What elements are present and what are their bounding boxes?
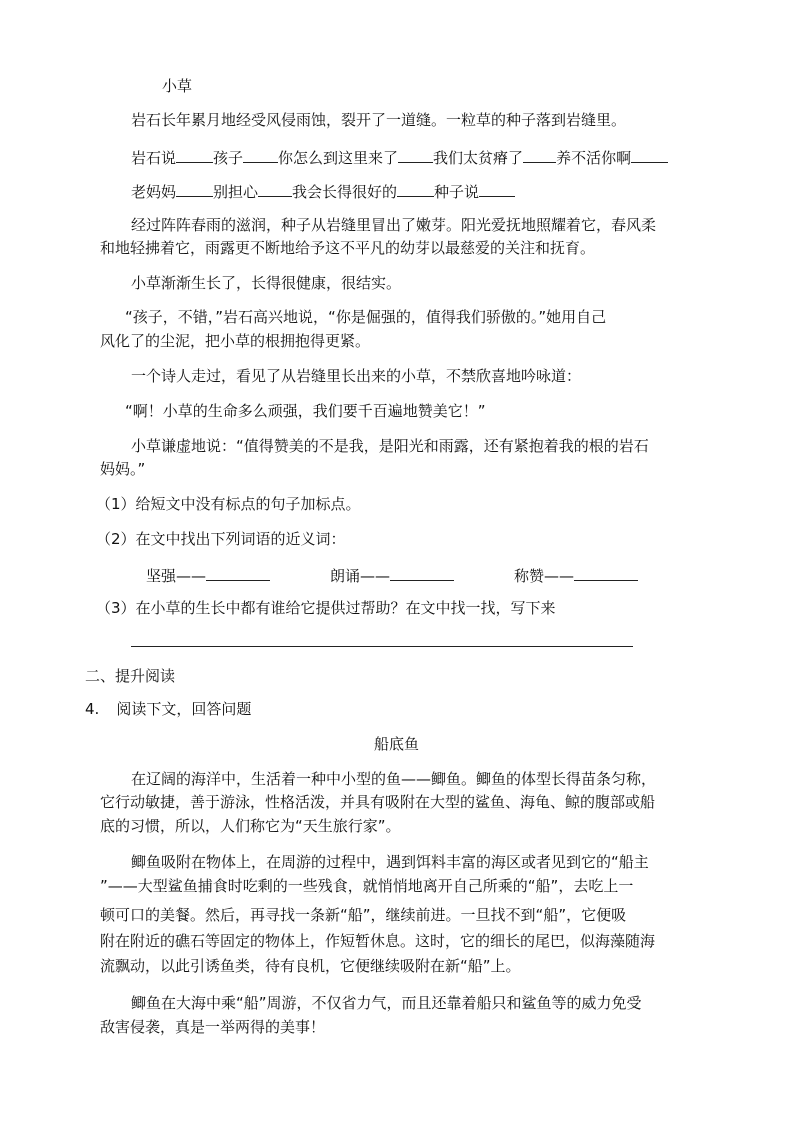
question-2: （2）在文中找出下列词语的近义词： xyxy=(96,530,346,548)
dialogue-line-2 xyxy=(131,180,515,202)
question-3: （3）在小草的生长中都有谁给它提供过帮助？在文中找一找，写下来 xyxy=(96,599,556,617)
synonym-word: 朗诵—— xyxy=(330,567,391,585)
synonym-answer-blank[interactable] xyxy=(206,564,270,581)
paragraph-line: 在辽阔的海洋中，生活着一种中小型的鱼——鲫鱼。鲫鱼的体型长得苗条匀称， xyxy=(131,770,657,788)
paragraph-line: 敌害侵袭，真是一举两得的美事！ xyxy=(100,1018,326,1036)
paragraph-line: “啊！小草的生命多么顽强，我们要千百遍地赞美它！” xyxy=(125,402,486,420)
paragraph-line: 底的习惯，所以，人们称它为“天生旅行家”。 xyxy=(100,817,401,835)
synonym-word: 坚强—— xyxy=(146,567,207,585)
paragraph-line: “孩子，不错，”岩石高兴地说，“你是倔强的，值得我们骄傲的。”她用自己 xyxy=(125,308,607,326)
dialogue-line-1 xyxy=(131,146,668,168)
paragraph-line: ”——大型鲨鱼捕食时吃剩的一些残食，就悄悄地离开自己所乘的“船”，去吃上一 xyxy=(100,877,634,895)
dialogue-segment: 岩石说 xyxy=(131,149,177,167)
answer-line[interactable] xyxy=(131,646,633,647)
synonym-item xyxy=(514,564,638,586)
paragraph-line: 它行动敏捷，善于游泳，性格活泼，并具有吸附在大型的鲨鱼、海龟、鲸的腹部或船 xyxy=(100,793,656,811)
passage-title: 船底鱼 xyxy=(374,735,420,753)
dialogue-segment: 老妈妈 xyxy=(131,183,177,201)
paragraph-line: 岩石长年累月地经受风侵雨蚀，裂开了一道缝。一粒草的种子落到岩缝里。 xyxy=(131,111,627,129)
question-1: （1）给短文中没有标点的句子加标点。 xyxy=(96,495,361,513)
fill-blank[interactable] xyxy=(243,146,278,163)
paragraph-line: 顿可口的美餐。然后，再寻找一条新“船”，继续前进。一旦找不到“船”，它便吸 xyxy=(100,906,627,924)
paragraph-line: 鲫鱼在大海中乘“船”周游，不仅省力气，而且还靠着船只和鲨鱼等的威力免受 xyxy=(131,994,642,1012)
paragraph-line: 流飘动，以此引诱鱼类，待有良机，它便继续吸附在新“船”上。 xyxy=(100,957,521,975)
synonym-word: 称赞—— xyxy=(514,567,575,585)
fill-blank[interactable] xyxy=(176,180,213,197)
fill-blank[interactable] xyxy=(176,146,213,163)
question-4 xyxy=(85,699,251,719)
paragraph-line: 妈妈。” xyxy=(100,460,146,478)
fill-blank[interactable] xyxy=(631,146,668,163)
paragraph-line: 风化了的尘泥，把小草的根拥抱得更紧。 xyxy=(100,332,371,350)
dialogue-segment: 我会长得很好的 xyxy=(292,183,398,201)
dialogue-segment: 别担心 xyxy=(213,183,259,201)
fill-blank[interactable] xyxy=(398,146,433,163)
paragraph-line: 小草渐渐生长了，长得很健康，很结实。 xyxy=(131,274,402,292)
synonym-item xyxy=(330,564,454,586)
section-heading: 二、提升阅读 xyxy=(85,667,176,685)
paragraph-line: 附在附近的礁石等固定的物体上，作短暂休息。这时，它的细长的尾巴，似海藻随海 xyxy=(100,932,656,950)
paragraph-line: 和地轻拂着它，雨露更不断地给予这不平凡的幼芽以最慈爱的关注和抚育。 xyxy=(100,239,596,257)
dialogue-segment: 养不活你啊 xyxy=(556,149,632,167)
paragraph-line: 小草谦虚地说：“值得赞美的不是我，是阳光和雨露，还有紧抱着我的根的岩石 xyxy=(131,437,649,455)
question-number: 4. xyxy=(85,700,100,718)
dialogue-segment: 种子说 xyxy=(434,183,480,201)
dialogue-segment: 孩子 xyxy=(213,149,244,167)
paragraph-line: 鲫鱼吸附在物体上，在周游的过程中，遇到饵料丰富的海区或者见到它的“船主 xyxy=(131,853,649,871)
paragraph-line: 一个诗人走过，看见了从岩缝里长出来的小草，不禁欣喜地吟咏道： xyxy=(131,367,582,385)
question-text: 阅读下文，回答问题 xyxy=(116,700,252,718)
synonym-answer-blank[interactable] xyxy=(574,564,638,581)
dialogue-segment: 你怎么到这里来了 xyxy=(278,149,399,167)
paragraph-line: 经过阵阵春雨的滋润，种子从岩缝里冒出了嫩芽。阳光爱抚地照耀着它，春风柔 xyxy=(131,216,657,234)
fill-blank[interactable] xyxy=(397,180,434,197)
fill-blank[interactable] xyxy=(479,180,515,197)
passage-title: 小草 xyxy=(162,77,193,95)
fill-blank[interactable] xyxy=(258,180,292,197)
fill-blank[interactable] xyxy=(523,146,556,163)
synonym-answer-blank[interactable] xyxy=(390,564,454,581)
synonym-item xyxy=(146,564,270,586)
dialogue-segment: 我们太贫瘠了 xyxy=(433,149,524,167)
